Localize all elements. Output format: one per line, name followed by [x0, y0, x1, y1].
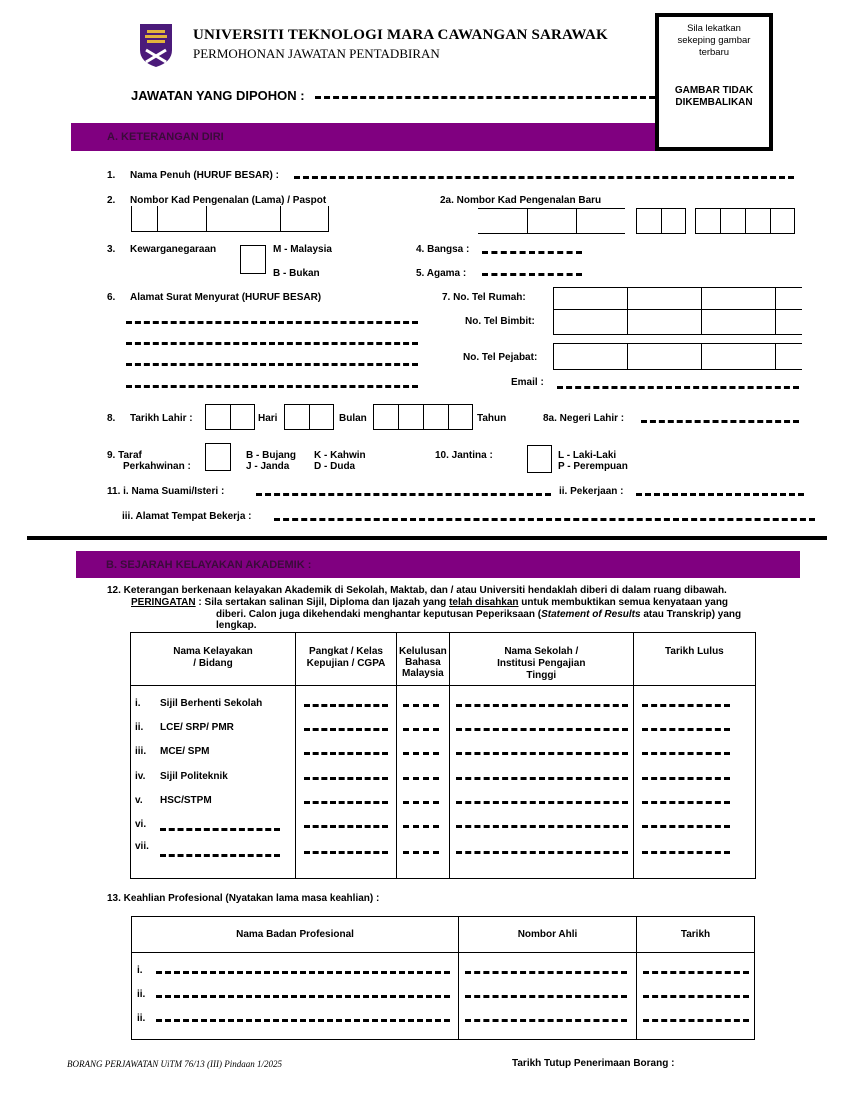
academic-row-name: Sijil Berhenti Sekolah — [160, 698, 263, 709]
birth-year-label: Tahun — [477, 413, 507, 424]
birth-day-input[interactable] — [205, 404, 255, 430]
q1-label: Nama Penuh (HURUF BESAR) : — [130, 170, 279, 181]
mobile-phone-label: No. Tel Bimbit: — [465, 316, 535, 327]
full-name-input[interactable] — [294, 176, 794, 179]
academic-cell-input[interactable] — [456, 752, 628, 755]
line3-text-b: atau Transkrip) yang — [640, 609, 742, 620]
warning-text-underlined: telah disahkan — [449, 597, 519, 608]
academic-header-grade: Pangkat / Kelas Kepujian / CGPA — [296, 633, 397, 686]
spouse-workplace-input[interactable] — [274, 518, 815, 521]
q2-num: 2. — [107, 195, 116, 206]
academic-cell-input[interactable] — [403, 825, 439, 828]
q12-line1: 12. Keterangan berkenaan kelayakan Akademik di Sekolah, Maktab, dan / atau Universiti hendaklah diberi di dalam ruang dibawah. — [107, 585, 727, 596]
line3-italic: Statement of Results — [541, 609, 641, 620]
prof-col-body[interactable] — [132, 953, 459, 1040]
email-input[interactable] — [557, 386, 799, 389]
prof-cell-input[interactable] — [643, 971, 749, 974]
academic-cell-input[interactable] — [403, 704, 439, 707]
office-phone-label: No. Tel Pejabat: — [463, 352, 538, 363]
gender-option-p: P - Perempuan — [558, 461, 628, 472]
academic-cell-input[interactable] — [642, 777, 730, 780]
warning-label: PERINGATAN — [131, 597, 196, 608]
prof-cell-input[interactable] — [465, 1019, 627, 1022]
q8-label: Tarikh Lahir : — [130, 413, 193, 424]
q2a-label: 2a. Nombor Kad Pengenalan Baru — [440, 195, 602, 206]
citizenship-checkbox[interactable] — [240, 245, 266, 274]
new-ic-input-part1[interactable] — [478, 208, 625, 234]
academic-cell-input[interactable] — [642, 851, 730, 854]
academic-cell-input[interactable] — [304, 752, 388, 755]
academic-cell-input[interactable] — [304, 777, 388, 780]
race-input[interactable] — [482, 251, 582, 254]
address-line-3[interactable] — [126, 363, 418, 366]
q8a-label: 8a. Negeri Lahir : — [543, 413, 625, 424]
university-name: UNIVERSITI TEKNOLOGI MARA CAWANGAN SARAWAK — [193, 27, 608, 43]
form-subtitle: PERMOHONAN JAWATAN PENTADBIRAN — [193, 46, 440, 61]
academic-cell-input[interactable] — [403, 777, 439, 780]
birth-month-label: Bulan — [339, 413, 367, 424]
academic-table — [130, 632, 756, 879]
academic-cell-input[interactable] — [403, 801, 439, 804]
new-ic-input-part2[interactable] — [636, 208, 686, 234]
birth-state-input[interactable] — [641, 420, 799, 423]
email-label: Email : — [511, 377, 544, 388]
prof-col-date[interactable] — [637, 953, 755, 1040]
office-phone-input[interactable] — [553, 343, 802, 370]
academic-row-num: vi. — [135, 819, 147, 830]
professional-table — [131, 916, 755, 1040]
q5-label: 5. Agama : — [416, 268, 467, 279]
academic-header-qualification: Nama Kelayakan / Bidang — [131, 633, 296, 686]
spouse-job-input[interactable] — [636, 493, 804, 496]
gender-checkbox[interactable] — [527, 445, 552, 473]
warning-text-b: untuk membuktikan semua kenyataan yang — [518, 597, 729, 608]
address-line-4[interactable] — [126, 385, 418, 388]
q6-num: 6. — [107, 292, 116, 303]
spouse-job-label: ii. Pekerjaan : — [559, 486, 624, 497]
section-b-header: B. SEJARAH KELAYAKAN AKADEMIK : — [76, 551, 800, 578]
academic-cell-input[interactable] — [304, 851, 388, 854]
academic-row-name: MCE/ SPM — [160, 746, 210, 757]
q8-num: 8. — [107, 413, 116, 424]
photo-box — [655, 13, 773, 151]
prof-body-input[interactable] — [156, 971, 450, 974]
prof-row-num: ii. — [137, 1013, 146, 1024]
prof-header-date: Tarikh — [637, 917, 755, 953]
prof-row-num: ii. — [137, 989, 146, 1000]
marital-option-k: K - Kahwin — [314, 450, 366, 461]
address-line-1[interactable] — [126, 321, 418, 324]
q9-label-1: 9. Taraf — [107, 450, 142, 461]
q2-label: Nombor Kad Pengenalan (Lama) / Paspot — [130, 195, 327, 206]
home-phone-label: 7. No. Tel Rumah: — [442, 292, 526, 303]
academic-cell-input[interactable] — [403, 752, 439, 755]
prof-cell-input[interactable] — [643, 1019, 749, 1022]
spouse-name-input[interactable] — [256, 493, 551, 496]
academic-col-grade[interactable] — [296, 686, 397, 879]
marital-option-j: J - Janda — [246, 461, 290, 472]
prof-header-body: Nama Badan Profesional — [132, 917, 459, 953]
new-ic-input-part3[interactable] — [695, 208, 795, 234]
academic-cell-input[interactable] — [403, 728, 439, 731]
prof-header-member-no: Nombor Ahli — [459, 917, 637, 953]
academic-row-num: ii. — [135, 722, 144, 733]
academic-col-date[interactable] — [633, 686, 755, 879]
academic-row-num: iv. — [135, 771, 146, 782]
academic-row-name: Sijil Politeknik — [160, 771, 228, 782]
q6-label: Alamat Surat Menyurat (HURUF BESAR) — [130, 292, 322, 303]
q3-label: Kewarganegaraan — [130, 244, 217, 255]
section-a-header: A. KETERANGAN DIRI — [71, 123, 655, 151]
academic-col-qualification — [131, 686, 296, 879]
address-line-2[interactable] — [126, 342, 418, 345]
photo-instruction: Sila lekatkan sekeping gambar terbaru — [677, 23, 751, 58]
prof-cell-input[interactable] — [465, 971, 627, 974]
academic-row-num: iii. — [135, 746, 147, 757]
academic-col-institution[interactable] — [449, 686, 633, 879]
academic-cell-input[interactable] — [403, 851, 439, 854]
home-phone-input[interactable] — [553, 287, 802, 310]
academic-cell-input[interactable] — [642, 728, 730, 731]
photo-notice: GAMBAR TIDAK DIKEMBALIKAN — [674, 85, 754, 108]
q3-num: 3. — [107, 244, 116, 255]
mobile-phone-input[interactable] — [553, 309, 802, 335]
prof-body-input[interactable] — [156, 1019, 450, 1022]
marital-status-checkbox[interactable] — [205, 443, 231, 471]
citizenship-option-m: M - Malaysia — [273, 244, 332, 255]
prof-cell-input[interactable] — [643, 995, 749, 998]
academic-header-institution: Nama Sekolah / Institusi Pengajian Tinggi — [449, 633, 633, 686]
spouse-name-label: 11. i. Nama Suami/Isteri : — [107, 486, 225, 497]
academic-col-bm[interactable] — [397, 686, 450, 879]
academic-cell-input[interactable] — [456, 851, 628, 854]
academic-cell-input[interactable] — [642, 801, 730, 804]
form-code: BORANG PERJAWATAN UiTM 76/13 (III) Pindaan 1/2025 — [67, 1059, 283, 1069]
prof-body-input[interactable] — [156, 995, 450, 998]
academic-row-num: i. — [135, 698, 141, 709]
birth-month-input[interactable] — [284, 404, 334, 430]
q13-label: 13. Keahlian Profesional (Nyatakan lama masa keahlian) : — [107, 893, 380, 904]
academic-cell-input[interactable] — [456, 777, 628, 780]
old-ic-input[interactable] — [131, 206, 329, 232]
academic-header-date: Tarikh Lulus — [633, 633, 755, 686]
warning-text-a: : Sila sertakan salinan Sijil, Diploma dan Ijazah yang — [195, 597, 450, 608]
prof-col-member-no[interactable] — [459, 953, 637, 1040]
closing-date-label: Tarikh Tutup Penerimaan Borang : — [512, 1058, 675, 1069]
academic-row-name: HSC/STPM — [160, 795, 212, 806]
academic-cell-input[interactable] — [456, 801, 628, 804]
religion-input[interactable] — [482, 273, 582, 276]
line3-text-a: diberi. Calon juga dikehendaki menghantar keputusan Peperiksaan ( — [216, 609, 542, 620]
academic-row-name-input[interactable] — [160, 854, 280, 857]
marital-option-d: D - Duda — [314, 461, 356, 472]
q10-label: 10. Jantina : — [435, 450, 493, 461]
academic-cell-input[interactable] — [304, 825, 388, 828]
academic-cell-input[interactable] — [304, 801, 388, 804]
academic-cell-input[interactable] — [642, 752, 730, 755]
academic-cell-input[interactable] — [456, 728, 628, 731]
q12-line3 — [216, 609, 741, 620]
q12-warning — [131, 597, 728, 608]
academic-cell-input[interactable] — [304, 728, 388, 731]
academic-header-bm: Kelulusan Bahasa Malaysia — [397, 633, 450, 686]
birth-day-label: Hari — [258, 413, 278, 424]
position-input[interactable] — [315, 96, 655, 99]
section-divider — [27, 536, 827, 540]
academic-row-num: v. — [135, 795, 143, 806]
q1-num: 1. — [107, 170, 116, 181]
academic-cell-input[interactable] — [304, 704, 388, 707]
academic-cell-input[interactable] — [456, 825, 628, 828]
citizenship-option-b: B - Bukan — [273, 268, 320, 279]
academic-cell-input[interactable] — [642, 825, 730, 828]
uitm-crest-icon — [138, 22, 174, 68]
birth-year-input[interactable] — [373, 404, 473, 430]
academic-row-name-input[interactable] — [160, 828, 280, 831]
q12-line4: lengkap. — [216, 620, 257, 631]
q9-label-2: Perkahwinan : — [123, 461, 191, 472]
marital-option-b: B - Bujang — [246, 450, 296, 461]
spouse-workplace-label: iii. Alamat Tempat Bekerja : — [122, 511, 252, 522]
prof-cell-input[interactable] — [465, 995, 627, 998]
academic-cell-input[interactable] — [456, 704, 628, 707]
academic-row-num: vii. — [135, 841, 149, 852]
academic-cell-input[interactable] — [642, 704, 730, 707]
position-label: JAWATAN YANG DIPOHON : — [131, 88, 305, 103]
prof-row-num: i. — [137, 965, 143, 976]
q4-label: 4. Bangsa : — [416, 244, 470, 255]
gender-option-l: L - Laki-Laki — [558, 450, 617, 461]
academic-row-name: LCE/ SRP/ PMR — [160, 722, 234, 733]
